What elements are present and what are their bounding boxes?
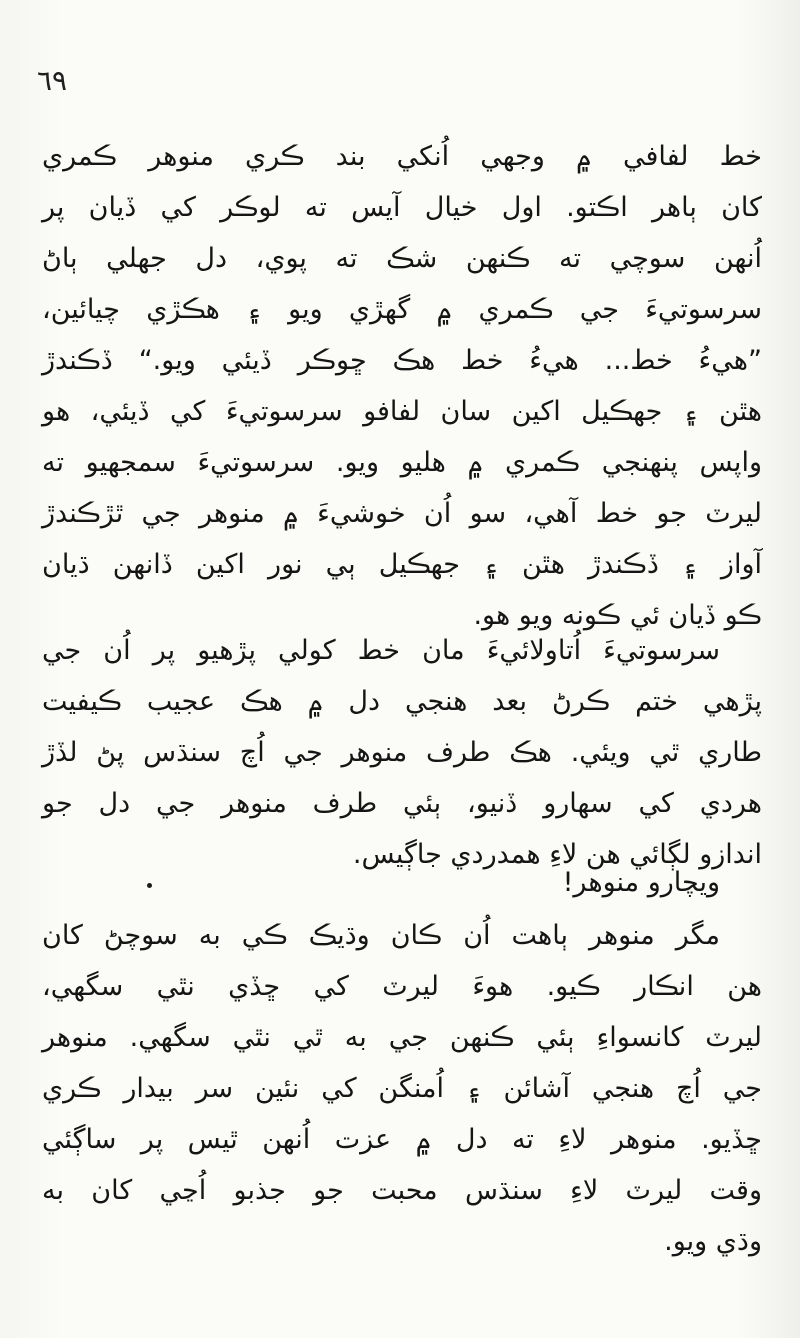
paragraph-2-line-3: طاري ٿي ويئي. هڪ طرف منوهر جي اُچ سنڌس پڻ لڏڙ: [42, 737, 762, 768]
paragraph-2-line-1: سرسوتيءَ اُتاولائيءَ مان خط کولي پڙهيو پر اُن جي: [42, 635, 720, 666]
paragraph-4-line-3: ليرٽ کانسواءِ ٻئي ڪنهن جي به ٿي نٿي سگهي. منوهر: [42, 1022, 762, 1053]
paragraph-2-line-2: پڙهي ختم ڪرڻ بعد هنجي دل ۾ هڪ عجيب ڪيفيت: [42, 686, 762, 717]
paragraph-1-line-3: اُنهن سوچي ته ڪنهن شڪ ته پوي، دل جهلي ٻاڻ: [42, 243, 762, 274]
paragraph-4: [42, 910, 762, 1267]
paragraph-4-line-2: هن انڪار ڪيو. هوءَ ليرٽ کي ڇڏي نٿي سگهي،: [42, 971, 762, 1002]
paragraph-3-line-1: ويچارو منوهر!: [562, 867, 720, 898]
paragraph-4-line-5: ڇڏيو. منوهر لاءِ ته دل ۾ عزت اُنهن ٿيس پر ساڳئي: [42, 1124, 762, 1155]
paragraph-1-line-9: آواز ۽ ڏڪندڙ هٿن ۽ جهڪيل ٻي نور اکين ڏانهن ڌيان: [42, 549, 762, 580]
paragraph-1-line-5: ”هيءُ خط... هيءُ خط هڪ ڇوڪر ڏيئي ويو.“ ڏڪندڙ: [42, 345, 762, 376]
paragraph-1-line-6: هٿن ۽ جهڪيل اکين سان لفافو سرسوتيءَ کي ڏيئي، هو: [42, 396, 762, 427]
paragraph-4-line-7: وڌي ويو.: [664, 1226, 762, 1257]
ink-dot: [147, 883, 152, 888]
page-number: ٦٩: [37, 64, 68, 97]
paragraph-2-line-4: هردي کي سهارو ڏنيو، ٻئي طرف منوهر جي دل جو: [42, 788, 762, 819]
paragraph-1-line-7: واپس پنهنجي ڪمري ۾ هليو ويو. سرسوتيءَ سمجهيو ته: [42, 447, 762, 478]
paragraph-4-line-4: جي اُچ هنجي آشائن ۽ اُمنگن کي نئين سر بيدار ڪري: [42, 1073, 762, 1104]
paragraph-1: [42, 131, 762, 641]
paragraph-2: [42, 625, 762, 880]
paragraph-4-line-1: مگر منوهر ٻاهت اُن ڪان وڌيڪ ڪي به سوچڻ کان: [42, 920, 720, 951]
paragraph-4-line-6: وقت ليرٽ لاءِ سنڌس محبت جو جذبو اُڃي کان به: [42, 1175, 762, 1206]
paragraph-1-line-2: کان ٻاهر اڪتو. اول خيال آيس ته لوڪر کي ڏيان پر: [42, 192, 762, 223]
paragraph-1-line-8: ليرٽ جو خط آهي، سو اُن خوشيءَ ۾ منوهر جي ٿڙڪندڙ: [42, 498, 762, 529]
paragraph-1-line-10: ڪو ڏيان ئي ڪونه ويو هو.: [473, 600, 762, 631]
paragraph-1-line-1: خط لفافي ۾ وجهي اُنکي بند ڪري منوهر ڪمري: [42, 141, 762, 172]
paragraph-1-line-4: سرسوتيءَ جي ڪمري ۾ گهڙي ويو ۽ هڪڙي چيائين،: [42, 294, 762, 325]
paragraph-2-line-5: اندازو لڳائي هن لاءِ همدردي جاڳيس.: [352, 839, 762, 870]
